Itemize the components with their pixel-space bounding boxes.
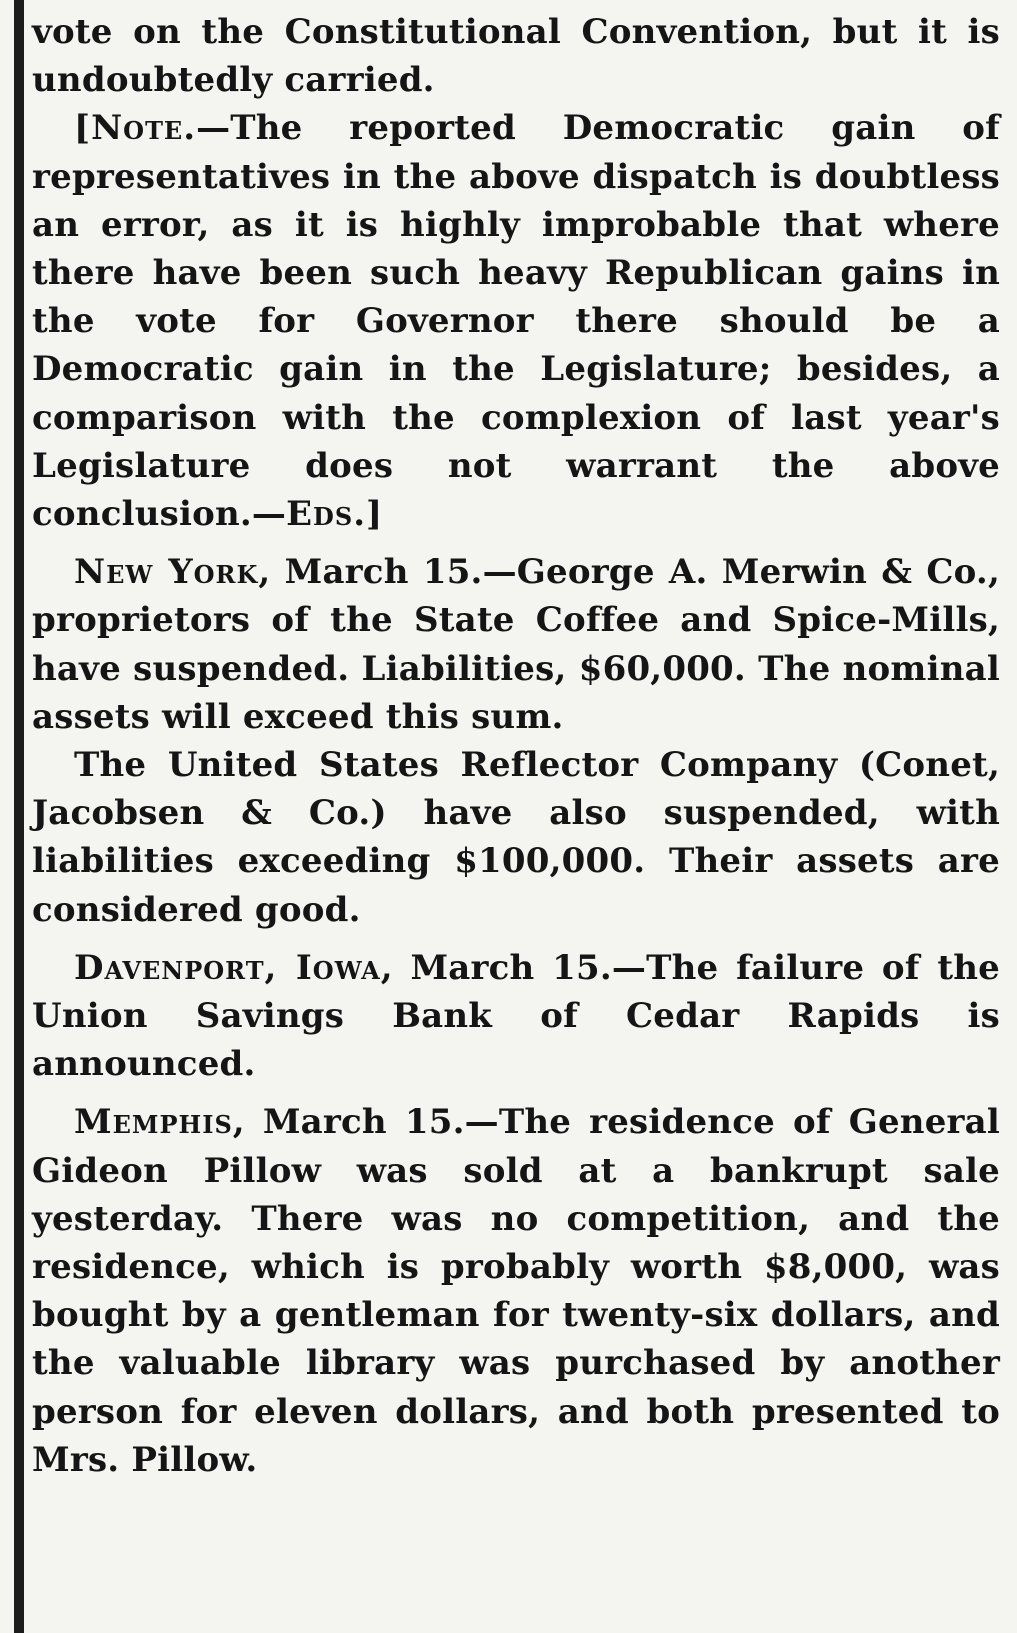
note-signature: Eds.: [286, 494, 367, 535]
note-label: [Note.: [74, 108, 197, 149]
continuation-paragraph: vote on the Constitutional Convention, but it is undoubtedly carried.: [32, 12, 1000, 101]
dateline: Memphis: [74, 1102, 233, 1143]
dispatch-date: , March 15.: [258, 552, 483, 593]
dateline: New York: [74, 552, 259, 593]
dispatch-text: —The failure of the Union Savings Bank of Cedar Rapids is announced.: [32, 947, 1000, 1085]
dispatch-reflector-company: [32, 741, 1000, 934]
article-column: [32, 8, 1000, 1484]
dispatch-davenport: [32, 944, 1000, 1089]
note-close: ]: [366, 494, 383, 535]
column-rule: [14, 0, 24, 1633]
dateline: Davenport, Iowa: [74, 947, 381, 988]
dispatch-text: The United States Reflector Company (Conet, Jacobsen & Co.) have also suspended, with liabilities exceeding $100,000. Their assets are considered good.: [32, 745, 1000, 930]
dispatch-date: , March 15.: [232, 1102, 465, 1143]
note-text: —The reported Democratic gain of representatives in the above dispatch is doubtless an error, as it is highly improbable that where there have been such heavy Republican gains in the vote for Governor there should be a Democratic gain in the Legislature; besides, a comparison with the complexion of last year's Legislature does not warrant the above conclusion.—: [32, 108, 1000, 535]
dispatch-memphis: [32, 1098, 1000, 1484]
dispatch-text: —The residence of General Gideon Pillow was sold at a bankrupt sale yesterday. There was no competition, and the residence, which is probably worth $8,000, was bought by a gentleman for twenty-six dollars, and the valuable library was purchased by another person for eleven dollars, and both presented to Mrs. Pillow.: [32, 1102, 1000, 1480]
editor-note-paragraph: [32, 104, 1000, 538]
dispatch-text: —George A. Merwin & Co., proprietors of the State Coffee and Spice-Mills, have suspended. Liabilities, $60,000. The nominal assets will exceed this sum.: [32, 552, 1000, 737]
dispatch-date: , March 15.: [380, 947, 612, 988]
dispatch-new-york: [32, 548, 1000, 741]
